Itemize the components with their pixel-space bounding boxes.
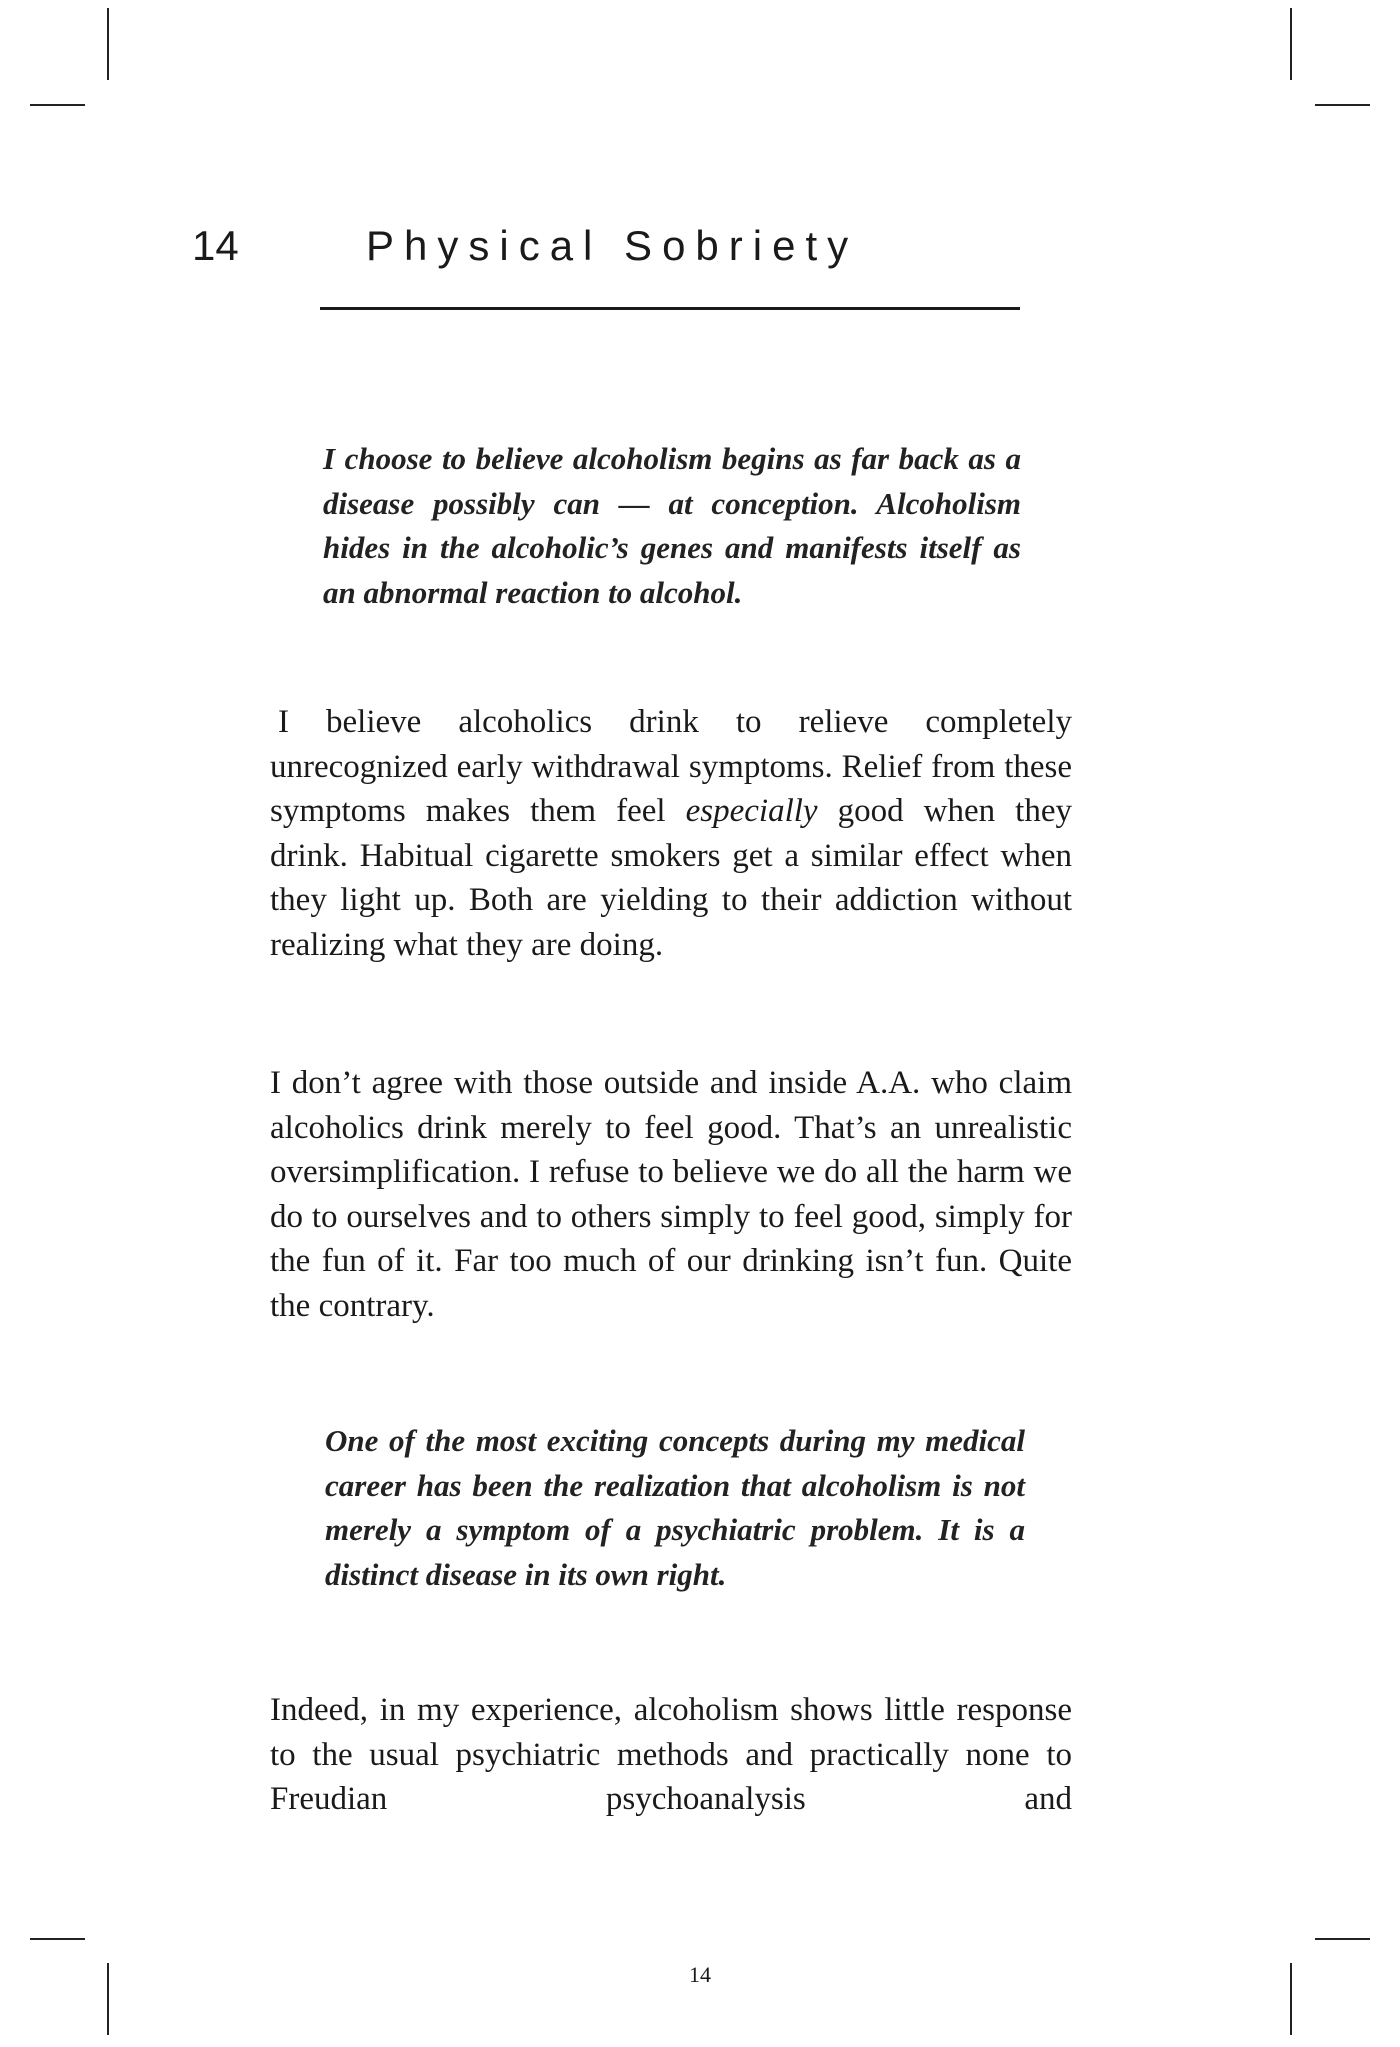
paragraph-1-text-before: I believe alcoholics drink to relieve completely unrecognized early withdrawal symptoms. Relief from these symptoms makes them feel — [270, 704, 1072, 830]
crop-mark — [1290, 1963, 1292, 2035]
paragraph-1-text-after: good when they drink. Habitual cigarette smokers get a similar effect when they light up. Both are yielding to their addiction without realizing what they are doing. — [270, 793, 1072, 963]
running-title: Physical Sobriety — [366, 222, 859, 269]
paragraph-1 — [270, 700, 1072, 968]
paragraph-1-emphasis: especially — [685, 793, 818, 830]
pull-quote-1: I choose to believe alcoholism begins as far back as a disease possibly can — at conception. Alcoholism hides in the alcoholic’s genes and manifests itself as an abnormal reaction to alcohol. — [323, 441, 1021, 610]
crop-mark — [1315, 104, 1370, 106]
crop-mark — [30, 1938, 85, 1940]
crop-mark — [1315, 1938, 1370, 1940]
header-page-number: 14 — [192, 222, 239, 269]
running-header — [192, 218, 1022, 288]
pull-quote-2: One of the most exciting concepts during my medical career has been the realization that alcoholism is not merely a symptom of a psychiatric problem. It is a distinct disease in its own right. — [325, 1423, 1025, 1592]
crop-mark — [30, 104, 85, 106]
crop-mark — [107, 1963, 109, 2035]
footer-page-number: 14 — [689, 1962, 711, 1987]
header-rule — [320, 307, 1020, 310]
crop-mark — [1290, 8, 1292, 80]
paragraph-2: I don’t agree with those outside and inside A.A. who claim alcoholics drink merely to feel good. That’s an unrealistic oversimplification. I refuse to believe we do all the harm we do to ourselves and to others simply to feel good, simply for the fun of it. Far too much of our drinking isn’t fun. Quite the contrary. — [270, 1065, 1072, 1324]
crop-mark — [107, 8, 109, 80]
paragraph-3: Indeed, in my experience, alcoholism shows little response to the usual psychiatric methods and practically none to Freudian psychoanalysis and — [270, 1692, 1072, 1818]
